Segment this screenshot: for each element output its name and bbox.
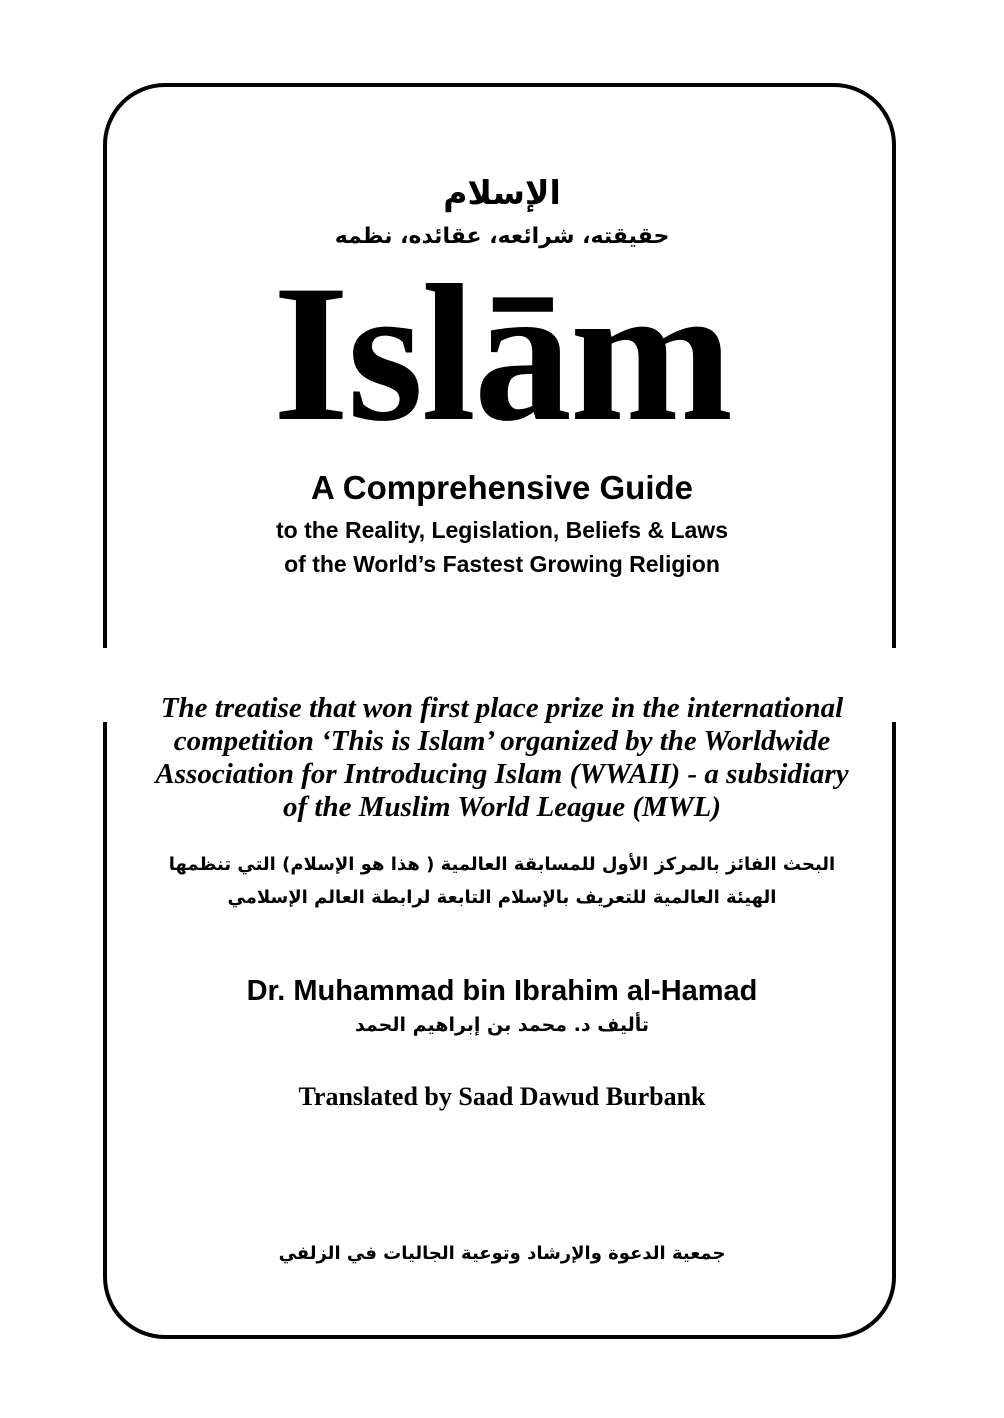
prize-statement-line: competition ‘This is Islam’ organized by the Worldwide [173, 725, 831, 757]
arabic-prize-statement [0, 848, 1004, 914]
arabic-title: الإسلام [443, 173, 561, 212]
english-subtitle-line: to the Reality, Legislation, Beliefs & Laws [275, 517, 728, 543]
translator-credit: Translated by Saad Dawud Burbank [298, 1082, 706, 1111]
arabic-subtitle: حقيقته، شرائعه، عقائده، نظمه [334, 224, 670, 249]
prize-statement [0, 692, 1004, 824]
prize-statement-line: of the Muslim World League (MWL) [283, 791, 721, 823]
english-title: A Comprehensive Guide [310, 469, 694, 506]
arabic-prize-line: البحث الفائز بالمركز الأول للمسابقة العالمية ( هذا هو الإسلام) التي تنظمها [168, 854, 836, 875]
author-name-english: Dr. Muhammad bin Ibrahim al-Hamad [246, 975, 758, 1007]
prize-statement-line: The treatise that won first place prize in the international [160, 692, 844, 724]
arabic-prize-line: الهيئة العالمية للتعريف بالإسلام التابعة لرابطة العالم الإسلامي [227, 887, 777, 908]
author-name-arabic: تأليف د. محمد بن إبراهيم الحمد [354, 1014, 650, 1036]
publisher-name: جمعية الدعوة والإرشاد وتوعية الجاليات في الزلفي [278, 1243, 726, 1264]
prize-statement-line: Association for Introducing Islam (WWAII) - a subsidiary [155, 758, 849, 790]
main-title: Islām [272, 245, 732, 462]
english-subtitle-line: of the World’s Fastest Growing Religion [284, 551, 720, 577]
